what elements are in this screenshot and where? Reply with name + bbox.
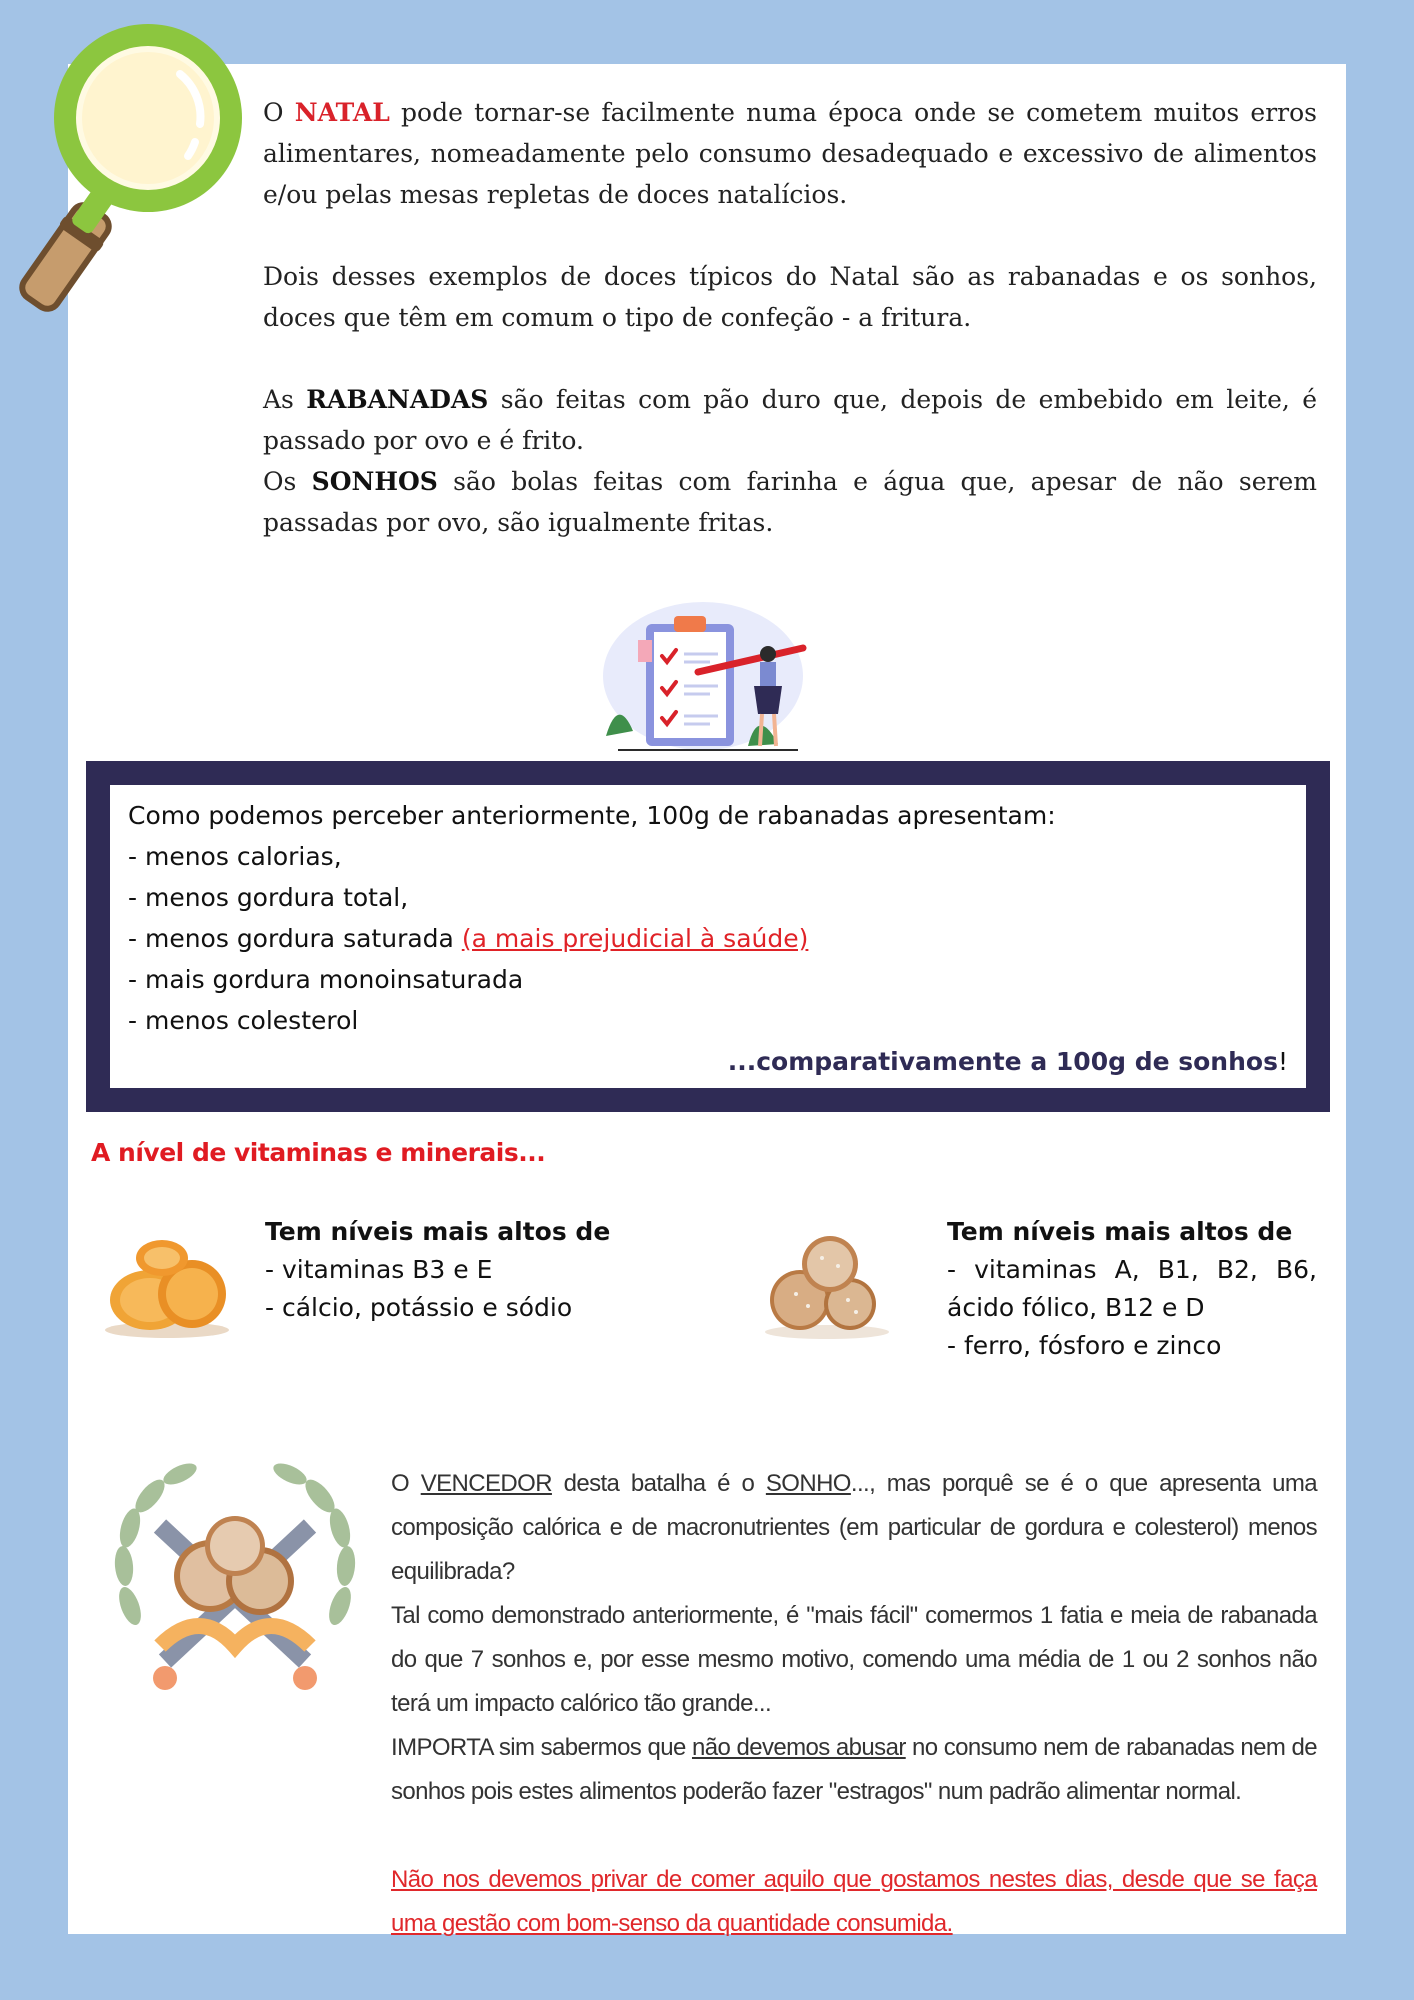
summary-item: - menos gordura saturada (a mais prejudicial à saúde) — [128, 924, 809, 953]
sonhos-keyword: SONHOS — [311, 467, 438, 496]
summary-box — [86, 761, 1330, 1112]
sonhos-photo — [752, 1222, 902, 1342]
sonhos-vitamins — [947, 1213, 1317, 1365]
summary-closing: ...comparativamente a 100g de sonhos! — [727, 1047, 1288, 1076]
minerals-line: - cálcio, potássio e sódio — [265, 1293, 573, 1322]
natal-keyword: NATAL — [294, 98, 390, 127]
laurel-trophy-illustration — [100, 1456, 370, 1696]
vitamins-heading: Tem níveis mais altos de — [947, 1217, 1293, 1246]
vitamins-line: - vitaminas A, B1, B2, B6, ácido fólico, B12 e D — [947, 1255, 1317, 1322]
intro-paragraph-examples: Dois desses exemplos de doces típicos do Natal são as rabanadas e os sonhos, doces que têm em comum o tipo de confeção - a fritura. — [263, 262, 1317, 332]
summary-item: - menos gordura total, — [128, 883, 409, 912]
intro-text — [263, 92, 1317, 543]
conclusion-warning-paragraph: IMPORTA sim sabermos que não devemos abusar no consumo nem de rabanadas nem de sonhos pois estes alimentos poderão fazer "estragos" num padrão alimentar normal. — [391, 1734, 1317, 1805]
saturated-fat-note: (a mais prejudicial à saúde) — [461, 924, 809, 953]
intro-paragraph-sonhos: Os SONHOS são bolas feitas com farinha e água que, apesar de não serem passadas por ovo, são igualmente fritas. — [263, 467, 1317, 537]
vitamins-section-title: A nível de vitaminas e minerais... — [91, 1138, 546, 1167]
summary-item: - mais gordura monoinsaturada — [128, 965, 524, 994]
intro-paragraph-rabanadas: As RABANADAS são feitas com pão duro que, depois de embebido em leite, é passado por ovo e é frito. — [263, 385, 1317, 455]
summary-item: - menos calorias, — [128, 842, 342, 871]
rabanadas-keyword: RABANADAS — [306, 385, 489, 414]
summary-item: - menos colesterol — [128, 1006, 359, 1035]
rabanadas-photo — [92, 1222, 242, 1342]
no-abuse-keyword: não devemos abusar — [691, 1734, 906, 1761]
summary-box-content — [110, 785, 1306, 1088]
conclusion-final-message: Não nos devemos privar de comer aquilo que gostamos nestes dias, desde que se faça uma gestão com bom-senso da quantidade consumida. — [391, 1866, 1317, 1937]
magnifying-glass-icon — [0, 14, 250, 334]
sonho-keyword: SONHO — [765, 1470, 851, 1497]
conclusion-text — [391, 1462, 1317, 1946]
minerals-line: - ferro, fósforo e zinco — [947, 1331, 1222, 1360]
rabanadas-vitamins — [265, 1213, 625, 1327]
checklist-clipboard-illustration — [598, 596, 813, 756]
conclusion-explanation-paragraph: Tal como demonstrado anteriormente, é "mais fácil" comermos 1 fatia e meia de rabanada do que 7 sonhos e, por esse mesmo motivo, comendo uma média de 1 ou 2 sonhos não terá um impacto calórico tão grande... — [391, 1602, 1317, 1717]
summary-intro: Como podemos perceber anteriormente, 100g de rabanadas apresentam: — [128, 801, 1056, 830]
intro-paragraph-natal: O NATAL pode tornar-se facilmente numa época onde se cometem muitos erros alimentares, nomeadamente pelo consumo desadequado e excessivo de alimentos e/ou pelas mesas repletas de doces natalícios. — [263, 98, 1317, 209]
vitamins-line: - vitaminas B3 e E — [265, 1255, 493, 1284]
vencedor-keyword: VENCEDOR — [420, 1470, 552, 1497]
vitamins-heading: Tem níveis mais altos de — [265, 1217, 611, 1246]
conclusion-winner-paragraph: O VENCEDOR desta batalha é o SONHO..., mas porquê se é o que apresenta uma composição calórica e de macronutrientes (em particular de gordura e colesterol) menos equilibrada? — [391, 1470, 1317, 1585]
